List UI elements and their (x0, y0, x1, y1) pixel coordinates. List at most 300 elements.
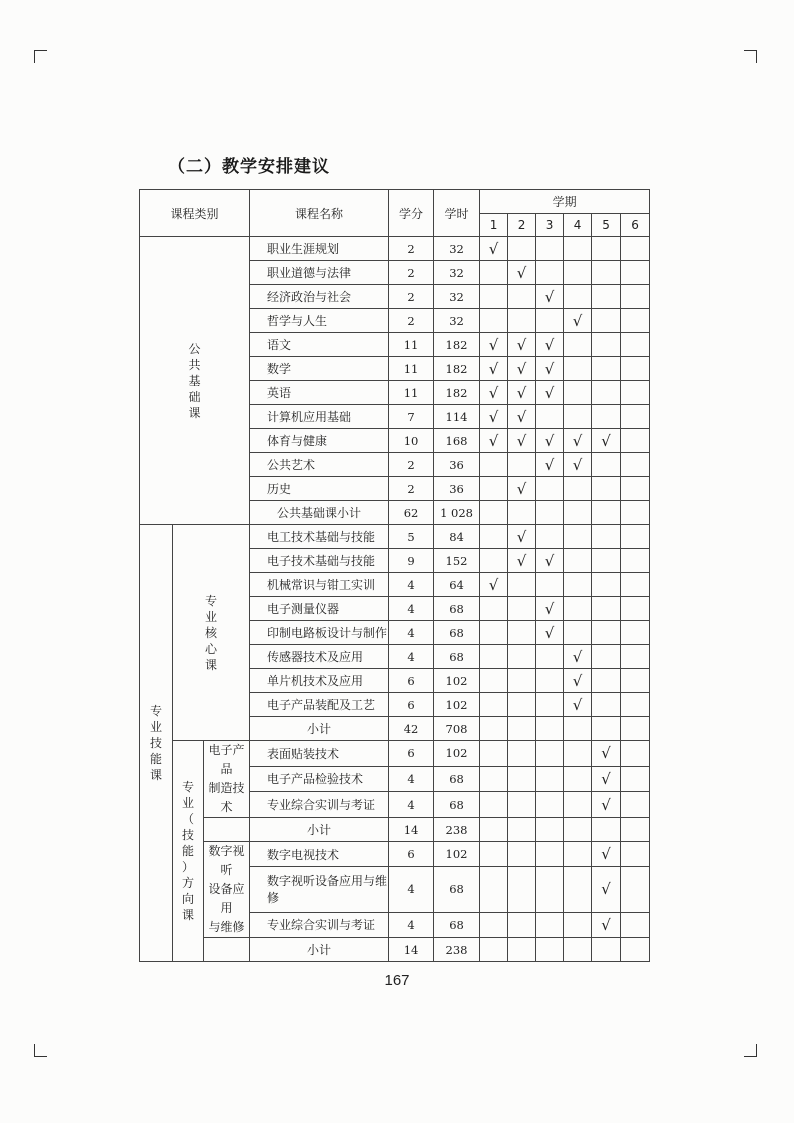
subtotal-credits: 14 (389, 938, 434, 962)
semester-cell (480, 741, 508, 767)
course-hours: 32 (434, 285, 480, 309)
course-credits: 2 (389, 285, 434, 309)
course-credits: 4 (389, 621, 434, 645)
course-row (140, 237, 650, 261)
course-name: 数字电视技术 (250, 842, 389, 867)
semester-cell (621, 525, 650, 549)
semester-cell (621, 381, 650, 405)
check-mark: √ (536, 381, 564, 405)
semester-cell (621, 818, 650, 842)
check-mark: √ (564, 669, 592, 693)
semester-cell (536, 645, 564, 669)
semester-cell (592, 818, 621, 842)
semester-cell (480, 645, 508, 669)
semester-cell (480, 549, 508, 573)
course-hours: 102 (434, 693, 480, 717)
semester-cell (480, 501, 508, 525)
semester-cell (564, 477, 592, 501)
section-title: （二）教学安排建议 (168, 157, 330, 177)
subtotal-hours: 708 (434, 717, 480, 741)
semester-cell (480, 285, 508, 309)
semester-cell (536, 842, 564, 867)
course-name: 历史 (250, 477, 389, 501)
semester-cell (508, 309, 536, 333)
semester-cell (508, 669, 536, 693)
course-credits: 6 (389, 693, 434, 717)
crop-mark-top-left (34, 50, 47, 63)
course-credits: 6 (389, 842, 434, 867)
semester-cell (592, 333, 621, 357)
check-mark: √ (564, 693, 592, 717)
semester-cell (592, 597, 621, 621)
semester-cell (621, 237, 650, 261)
semester-cell (592, 669, 621, 693)
check-mark: √ (508, 357, 536, 381)
check-mark: √ (564, 429, 592, 453)
semester-cell (480, 621, 508, 645)
semester-cell (536, 405, 564, 429)
header-course-name: 课程名称 (250, 190, 389, 237)
category-professional-skill (140, 525, 173, 962)
course-name: 英语 (250, 381, 389, 405)
subtotal-label: 小计 (250, 818, 389, 842)
semester-cell (564, 381, 592, 405)
semester-cell (508, 912, 536, 937)
category-professional-direction (173, 741, 204, 962)
check-mark: √ (536, 333, 564, 357)
semester-cell (621, 405, 650, 429)
subtotal-row (140, 938, 650, 962)
course-hours: 182 (434, 381, 480, 405)
semester-cell (621, 792, 650, 818)
semester-cell (621, 842, 650, 867)
semester-cell (536, 766, 564, 792)
course-name: 计算机应用基础 (250, 405, 389, 429)
course-credits: 4 (389, 792, 434, 818)
semester-cell (621, 285, 650, 309)
semester-cell (480, 525, 508, 549)
course-name: 经济政治与社会 (250, 285, 389, 309)
check-mark: √ (508, 381, 536, 405)
course-hours: 168 (434, 429, 480, 453)
semester-cell (536, 309, 564, 333)
semester-cell (508, 573, 536, 597)
semester-cell (480, 669, 508, 693)
course-name: 传感器技术及应用 (250, 645, 389, 669)
header-credits: 学分 (389, 190, 434, 237)
direction-electronic-manufacturing-label: 电子产品 制造技术 (208, 743, 245, 814)
direction-digital-av-label: 数字视听 设备应用 与维修 (208, 844, 245, 934)
semester-cell (536, 525, 564, 549)
semester-cell (564, 938, 592, 962)
semester-number: 1 (480, 214, 508, 237)
course-credits: 4 (389, 912, 434, 937)
semester-cell (536, 818, 564, 842)
page-number: 167 (384, 972, 410, 989)
course-name: 印制电路板设计与制作 (250, 621, 389, 645)
course-credits: 11 (389, 333, 434, 357)
course-hours: 32 (434, 237, 480, 261)
semester-cell (621, 309, 650, 333)
semester-cell (536, 237, 564, 261)
semester-cell (621, 501, 650, 525)
course-hours: 36 (434, 453, 480, 477)
check-mark: √ (480, 381, 508, 405)
course-name: 体育与健康 (250, 429, 389, 453)
semester-cell (508, 842, 536, 867)
semester-cell (592, 645, 621, 669)
course-hours: 68 (434, 766, 480, 792)
semester-cell (480, 261, 508, 285)
semester-cell (508, 453, 536, 477)
semester-cell (508, 792, 536, 818)
semester-cell (564, 549, 592, 573)
subtotal-row (140, 818, 650, 842)
course-hours: 182 (434, 333, 480, 357)
semester-cell (564, 842, 592, 867)
course-name: 电子产品装配及工艺 (250, 693, 389, 717)
semester-cell (564, 867, 592, 913)
header-category: 课程类别 (140, 190, 250, 237)
check-mark: √ (508, 333, 536, 357)
semester-cell (564, 501, 592, 525)
course-credits: 4 (389, 766, 434, 792)
check-mark: √ (592, 912, 621, 937)
semester-number: 2 (508, 214, 536, 237)
semester-cell (508, 867, 536, 913)
course-row (140, 842, 650, 867)
course-name: 公共艺术 (250, 453, 389, 477)
semester-cell (564, 525, 592, 549)
subtotal-hours: 238 (434, 938, 480, 962)
semester-cell (536, 477, 564, 501)
course-hours: 32 (434, 309, 480, 333)
semester-cell (480, 309, 508, 333)
subtotal-credits: 42 (389, 717, 434, 741)
course-name: 哲学与人生 (250, 309, 389, 333)
semester-cell (536, 669, 564, 693)
course-hours: 68 (434, 792, 480, 818)
course-credits: 11 (389, 357, 434, 381)
crop-mark-bottom-left (34, 1044, 47, 1057)
check-mark: √ (592, 766, 621, 792)
semester-cell (564, 912, 592, 937)
semester-cell (621, 693, 650, 717)
semester-cell (536, 501, 564, 525)
semester-cell (592, 621, 621, 645)
semester-cell (508, 693, 536, 717)
check-mark: √ (480, 429, 508, 453)
course-hours: 68 (434, 645, 480, 669)
course-hours: 102 (434, 669, 480, 693)
semester-cell (508, 818, 536, 842)
semester-cell (480, 818, 508, 842)
course-row (140, 741, 650, 767)
semester-cell (480, 766, 508, 792)
check-mark: √ (508, 261, 536, 285)
semester-cell (536, 717, 564, 741)
course-hours: 84 (434, 525, 480, 549)
semester-cell (592, 717, 621, 741)
check-mark: √ (592, 792, 621, 818)
semester-cell (564, 621, 592, 645)
direction-electronic-manufacturing (204, 741, 250, 818)
semester-cell (536, 792, 564, 818)
semester-cell (480, 912, 508, 937)
subtotal-label: 小计 (250, 938, 389, 962)
course-name: 数学 (250, 357, 389, 381)
course-name: 专业综合实训与考证 (250, 792, 389, 818)
semester-cell (592, 309, 621, 333)
category-public-basic-label: 公 共 基 础 课 (188, 341, 201, 420)
course-hours: 102 (434, 741, 480, 767)
semester-cell (480, 842, 508, 867)
semester-cell (621, 621, 650, 645)
header-hours: 学时 (434, 190, 480, 237)
semester-cell (536, 261, 564, 285)
semester-cell (564, 285, 592, 309)
semester-cell (592, 381, 621, 405)
semester-cell (592, 573, 621, 597)
course-credits: 2 (389, 453, 434, 477)
semester-cell (592, 549, 621, 573)
semester-cell (592, 261, 621, 285)
header-row (140, 190, 650, 214)
semester-cell (536, 938, 564, 962)
semester-cell (480, 597, 508, 621)
semester-cell (592, 938, 621, 962)
header-semester: 学期 (480, 190, 650, 214)
semester-cell (508, 621, 536, 645)
course-credits: 6 (389, 741, 434, 767)
course-name: 职业道德与法律 (250, 261, 389, 285)
semester-cell (536, 912, 564, 937)
check-mark: √ (564, 309, 592, 333)
course-hours: 114 (434, 405, 480, 429)
course-credits: 6 (389, 669, 434, 693)
semester-cell (592, 453, 621, 477)
semester-cell (564, 261, 592, 285)
check-mark: √ (592, 741, 621, 767)
semester-cell (480, 477, 508, 501)
semester-number: 6 (621, 214, 650, 237)
semester-cell (621, 741, 650, 767)
semester-cell (621, 938, 650, 962)
course-hours: 102 (434, 842, 480, 867)
semester-cell (592, 357, 621, 381)
course-hours: 36 (434, 477, 480, 501)
check-mark: √ (592, 429, 621, 453)
course-row (140, 525, 650, 549)
semester-cell (564, 237, 592, 261)
semester-cell (508, 237, 536, 261)
semester-cell (621, 766, 650, 792)
semester-cell (621, 645, 650, 669)
semester-number: 3 (536, 214, 564, 237)
semester-cell (592, 525, 621, 549)
course-credits: 2 (389, 261, 434, 285)
course-credits: 11 (389, 381, 434, 405)
semester-cell (621, 597, 650, 621)
semester-cell (536, 741, 564, 767)
check-mark: √ (536, 285, 564, 309)
semester-cell (621, 549, 650, 573)
semester-cell (536, 693, 564, 717)
semester-cell (564, 818, 592, 842)
semester-cell (508, 501, 536, 525)
semester-cell (621, 573, 650, 597)
course-hours: 32 (434, 261, 480, 285)
course-name: 电子测量仪器 (250, 597, 389, 621)
course-credits: 4 (389, 573, 434, 597)
crop-mark-top-right (744, 50, 757, 63)
empty-cell (204, 818, 250, 842)
semester-cell (508, 717, 536, 741)
course-credits: 4 (389, 645, 434, 669)
course-hours: 68 (434, 912, 480, 937)
check-mark: √ (508, 525, 536, 549)
course-credits: 4 (389, 597, 434, 621)
semester-cell (508, 938, 536, 962)
semester-cell (621, 717, 650, 741)
semester-cell (480, 693, 508, 717)
course-name: 机械常识与钳工实训 (250, 573, 389, 597)
semester-cell (621, 333, 650, 357)
semester-cell (621, 453, 650, 477)
semester-cell (621, 261, 650, 285)
check-mark: √ (480, 405, 508, 429)
semester-cell (621, 867, 650, 913)
semester-cell (621, 912, 650, 937)
course-hours: 182 (434, 357, 480, 381)
check-mark: √ (536, 597, 564, 621)
crop-mark-bottom-right (744, 1044, 757, 1057)
course-name: 职业生涯规划 (250, 237, 389, 261)
course-credits: 10 (389, 429, 434, 453)
semester-cell (564, 717, 592, 741)
semester-cell (480, 453, 508, 477)
semester-cell (564, 405, 592, 429)
semester-cell (508, 285, 536, 309)
category-professional-core (173, 525, 250, 741)
course-credits: 2 (389, 237, 434, 261)
course-credits: 7 (389, 405, 434, 429)
course-name: 电工技术基础与技能 (250, 525, 389, 549)
check-mark: √ (564, 453, 592, 477)
subtotal-hours: 238 (434, 818, 480, 842)
semester-cell (480, 938, 508, 962)
check-mark: √ (592, 867, 621, 913)
check-mark: √ (480, 333, 508, 357)
semester-cell (480, 717, 508, 741)
semester-cell (621, 669, 650, 693)
check-mark: √ (536, 429, 564, 453)
check-mark: √ (536, 453, 564, 477)
semester-cell (536, 867, 564, 913)
check-mark: √ (480, 573, 508, 597)
course-name: 专业综合实训与考证 (250, 912, 389, 937)
course-hours: 68 (434, 597, 480, 621)
course-credits: 2 (389, 477, 434, 501)
semester-cell (536, 573, 564, 597)
semester-cell (480, 867, 508, 913)
subtotal-credits: 62 (389, 501, 434, 525)
check-mark: √ (536, 621, 564, 645)
check-mark: √ (480, 357, 508, 381)
semester-cell (564, 333, 592, 357)
teaching-schedule-table (139, 189, 650, 962)
category-professional-skill-label: 专 业 技 能 课 (149, 704, 162, 782)
course-name: 单片机技术及应用 (250, 669, 389, 693)
check-mark: √ (508, 477, 536, 501)
course-credits: 5 (389, 525, 434, 549)
semester-cell (592, 237, 621, 261)
semester-cell (480, 792, 508, 818)
semester-cell (564, 766, 592, 792)
semester-cell (592, 501, 621, 525)
course-hours: 68 (434, 867, 480, 913)
semester-cell (508, 741, 536, 767)
semester-cell (592, 693, 621, 717)
subtotal-label: 公共基础课小计 (250, 501, 389, 525)
category-professional-direction-label: 专 业 （ 技 能 ） 方 向 课 (181, 780, 194, 922)
semester-cell (564, 573, 592, 597)
semester-cell (564, 357, 592, 381)
course-hours: 64 (434, 573, 480, 597)
course-credits: 2 (389, 309, 434, 333)
check-mark: √ (592, 842, 621, 867)
course-hours: 152 (434, 549, 480, 573)
category-professional-core-label: 专 业 核 心 课 (205, 593, 218, 672)
semester-cell (592, 405, 621, 429)
subtotal-hours: 1 028 (434, 501, 480, 525)
empty-cell (204, 938, 250, 962)
semester-cell (621, 429, 650, 453)
semester-number: 5 (592, 214, 621, 237)
semester-cell (564, 597, 592, 621)
semester-cell (621, 477, 650, 501)
check-mark: √ (536, 357, 564, 381)
course-credits: 9 (389, 549, 434, 573)
check-mark: √ (564, 645, 592, 669)
check-mark: √ (508, 429, 536, 453)
semester-cell (508, 766, 536, 792)
course-credits: 4 (389, 867, 434, 913)
check-mark: √ (508, 405, 536, 429)
check-mark: √ (480, 237, 508, 261)
course-hours: 68 (434, 621, 480, 645)
course-name: 语文 (250, 333, 389, 357)
subtotal-label: 小计 (250, 717, 389, 741)
check-mark: √ (536, 549, 564, 573)
semester-cell (592, 285, 621, 309)
semester-cell (564, 792, 592, 818)
semester-cell (508, 645, 536, 669)
direction-digital-av (204, 842, 250, 938)
course-name: 电子技术基础与技能 (250, 549, 389, 573)
check-mark: √ (508, 549, 536, 573)
semester-cell (592, 477, 621, 501)
course-name: 表面贴装技术 (250, 741, 389, 767)
category-public-basic (140, 237, 250, 525)
course-name: 数字视听设备应用与维修 (250, 867, 389, 913)
semester-number: 4 (564, 214, 592, 237)
semester-cell (564, 741, 592, 767)
course-name: 电子产品检验技术 (250, 766, 389, 792)
semester-cell (508, 597, 536, 621)
subtotal-credits: 14 (389, 818, 434, 842)
semester-cell (621, 357, 650, 381)
